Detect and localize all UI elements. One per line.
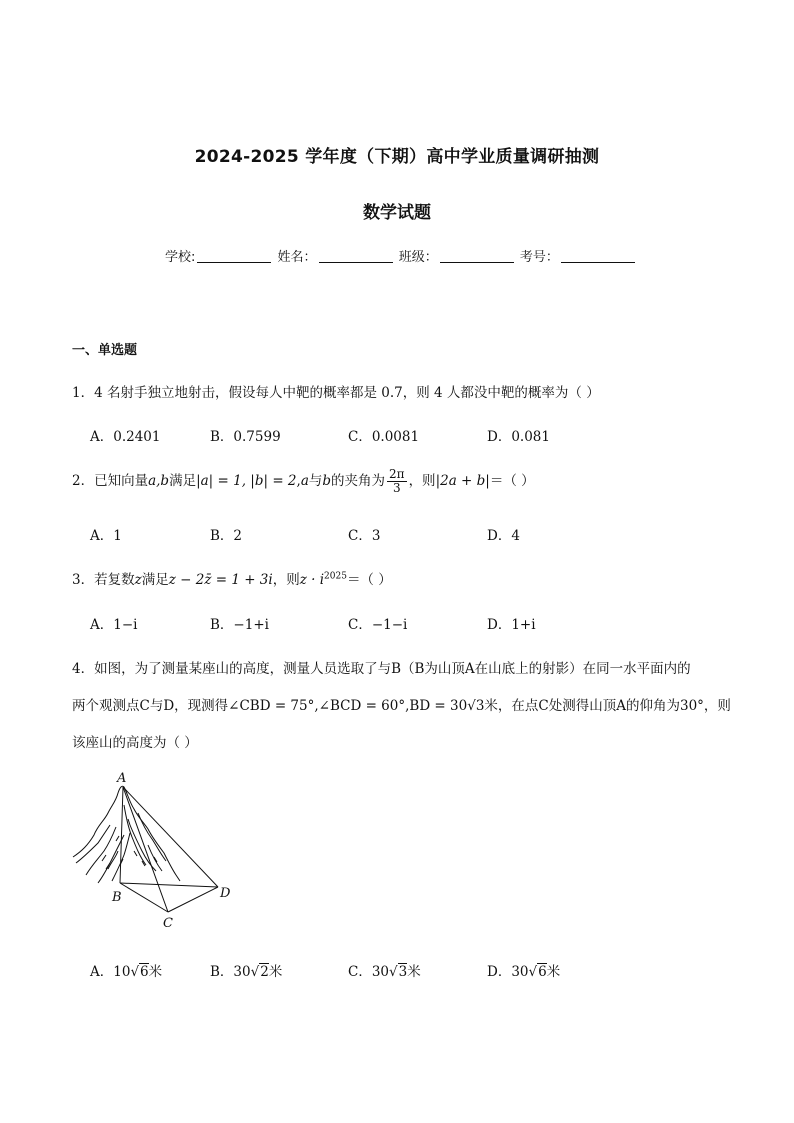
q1-option-d[interactable]: D．0.081 [487, 429, 550, 445]
exponent: 2025 [324, 571, 347, 582]
q3-option-d[interactable]: D．1+i [487, 617, 536, 633]
q4-option-d[interactable]: D．30√6米 [487, 964, 561, 980]
exam-number-label: 考号： [519, 250, 559, 265]
q1-option-b[interactable]: B．0.7599 [210, 429, 281, 445]
q4-option-b[interactable]: B．30√2米 [210, 964, 283, 980]
class-label: 班级： [398, 250, 438, 265]
exam-number-blank[interactable] [561, 250, 635, 263]
vector-expression: |2a + b| [435, 473, 490, 489]
q1-option-c[interactable]: C．0.0081 [348, 429, 420, 445]
q2-option-d[interactable]: D．4 [487, 528, 520, 544]
label-a: A [117, 771, 127, 786]
exam-title: 2024-2025 学年度（下期）高中学业质量调研抽测 [194, 147, 600, 167]
name-blank[interactable] [319, 250, 393, 263]
label-b: B [112, 890, 122, 905]
q2-option-a[interactable]: A．1 [90, 528, 122, 544]
q2-option-b[interactable]: B．2 [210, 528, 243, 544]
question-4-line-2: 两个观测点C与D，现测得∠CBD = 75°,∠BCD = 60°,BD = 30√3米，在点C处测得山顶A的仰角为30°，则 [72, 698, 731, 714]
label-d: D [220, 886, 231, 901]
student-info-line [165, 246, 637, 265]
q3-option-a[interactable]: A．1−i [90, 617, 138, 633]
vectors-ab: a,b [148, 473, 170, 489]
question-4-line-3: 该座山的高度为（ ） [72, 735, 198, 751]
question-2-stem: 2．已知向量a,b满足|a| = 1, |b| = 2,a与b的夹角为 $\frac{2\pi}{3}$ ，则|2a + b|＝（ ） [72, 467, 535, 495]
question-1-stem: 1．4 名射手独立地射击，假设每人中靶的概率都是 0.7，则 4 人都没中靶的概率为（ ） [72, 385, 600, 401]
section-heading: 一、单选题 [72, 343, 138, 358]
complex-expression: z · i [299, 572, 325, 588]
school-label: 学校: [165, 250, 196, 265]
school-blank[interactable] [197, 250, 271, 263]
class-blank[interactable] [440, 250, 514, 263]
q4-option-a[interactable]: A．10√6米 [90, 964, 163, 980]
complex-equation: z − 2z̄ = 1 + 3i [168, 572, 273, 588]
q3-option-c[interactable]: C．−1−i [348, 617, 408, 633]
q1-option-a[interactable]: A．0.2401 [90, 429, 161, 445]
magnitude-condition: |a| = 1, |b| = 2 [196, 473, 297, 489]
q3-option-b[interactable]: B．−1+i [210, 617, 269, 633]
q2-option-c[interactable]: C．3 [348, 528, 381, 544]
q4-option-c[interactable]: C．30√3米 [348, 964, 421, 980]
mountain-figure [68, 765, 243, 935]
exam-subtitle: 数学试题 [363, 203, 431, 223]
question-3-stem: 3．若复数z满足z − 2z̄ = 1 + 3i，则$z \cdot i^{2025}=$（ ） [72, 571, 392, 588]
angle-fraction: $\frac{2\pi}{3}$ [389, 467, 405, 495]
label-c: C [163, 916, 173, 931]
name-label: 姓名： [277, 250, 317, 265]
question-4-line-1: 4．如图，为了测量某座山的高度，测量人员选取了与B（B为山顶A在山底上的射影）在同一水平面内的 [72, 661, 691, 677]
